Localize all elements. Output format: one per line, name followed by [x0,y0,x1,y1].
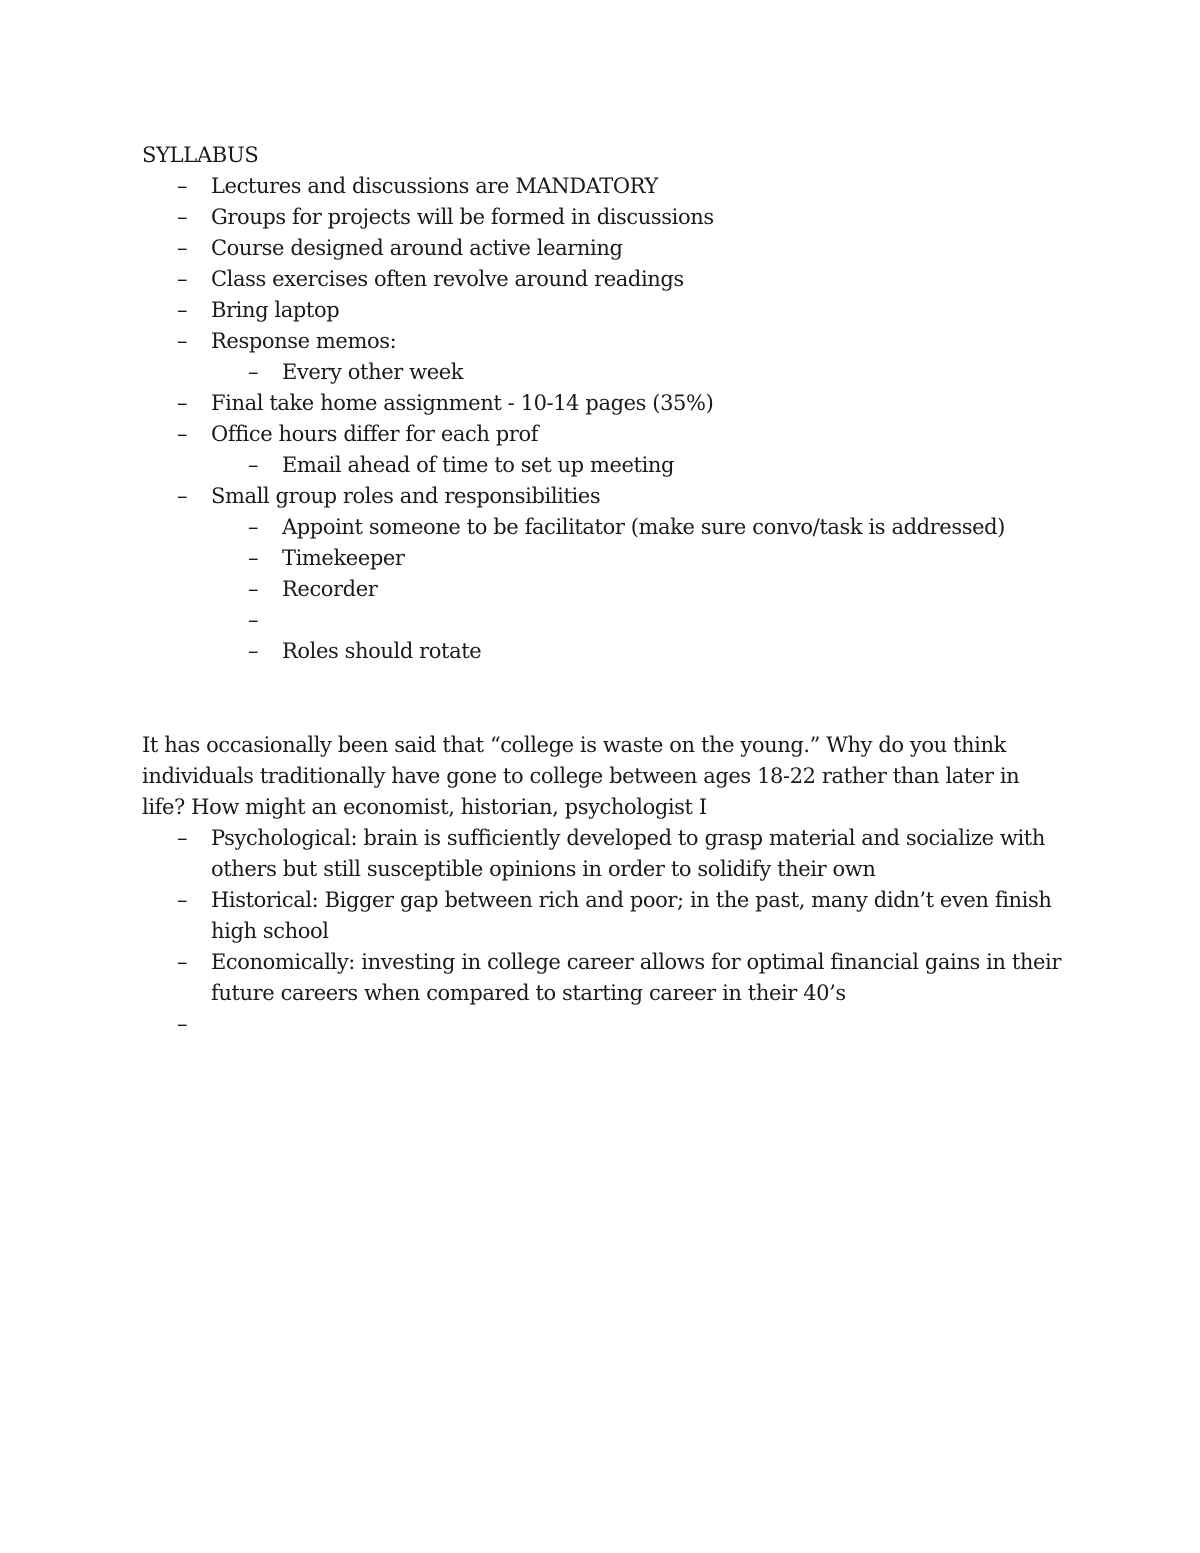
list-item-text: Roles should rotate [282,639,482,663]
list-item-nested [0,605,1082,636]
bullet-dash: – [177,950,188,974]
list-item-text: Recorder [282,577,378,601]
answers-list [0,823,1200,1040]
list-item-text: Appoint someone to be facilitator (make sure convo/task is addressed) [282,515,1005,539]
list-item [0,264,1071,295]
list-item-text: Small group roles and responsibilities [211,484,601,508]
list-item [0,419,1071,450]
list-item-nested [0,636,1082,667]
bullet-dash: – [248,515,259,539]
list-item-text: Final take home assignment - 10-14 pages (35%) [211,391,714,415]
bullet-dash: – [177,267,188,291]
bullet-dash: – [177,298,188,322]
bullet-dash: – [248,608,259,632]
list-item-text: Groups for projects will be formed in discussions [211,205,714,229]
list-item-text: Every other week [282,360,464,384]
list-item-nested [0,543,1082,574]
list-item-text: Response memos: [211,329,397,353]
list-item [0,1009,1071,1040]
list-item [0,823,1071,885]
bullet-dash: – [177,236,188,260]
bullet-dash: – [177,888,188,912]
list-item-text: Psychological: brain is sufficiently developed to grasp material and socialize with others but still susceptible opinions in order to solidify their own [211,826,1045,881]
bullet-dash: – [177,826,188,850]
bullet-dash: – [248,577,259,601]
list-item [0,388,1071,419]
list-item-nested [0,357,1082,388]
list-item-nested [0,574,1082,605]
list-item [0,947,1071,1009]
document-title: SYLLABUS [142,143,259,167]
list-item-text: Economically: investing in college career allows for optimal financial gains in their future careers when compared to starting career in their 40’s [211,950,1061,1005]
list-item-text: Course designed around active learning [211,236,623,260]
list-item [0,233,1071,264]
list-item [0,202,1071,233]
list-item-text: Office hours differ for each prof [211,422,539,446]
list-item-text: Email ahead of time to set up meeting [282,453,675,477]
bullet-dash: – [177,422,188,446]
bullet-dash: – [177,329,188,353]
list-item-nested [0,512,1082,543]
list-item [0,885,1071,947]
list-item-text: Lectures and discussions are MANDATORY [211,174,658,198]
bullet-dash: – [248,453,259,477]
question-paragraph: It has occasionally been said that “college is waste on the young.” Why do you think individuals traditionally have gone to college between ages 18-22 rather than later in life? How might an economist, historian, psychologist I [142,733,1020,819]
list-item-text: Historical: Bigger gap between rich and poor; in the past, many didn’t even finish high school [211,888,1052,943]
list-item [0,326,1071,357]
list-item-text: Class exercises often revolve around readings [211,267,684,291]
bullet-dash: – [177,174,188,198]
syllabus-list [0,171,1200,667]
bullet-dash: – [177,205,188,229]
bullet-dash: – [177,1012,188,1036]
bullet-dash: – [177,484,188,508]
bullet-dash: – [248,639,259,663]
list-item [0,481,1071,512]
list-item-text: Timekeeper [282,546,405,570]
list-item [0,295,1071,326]
bullet-dash: – [248,546,259,570]
list-item-text: Bring laptop [211,298,340,322]
bullet-dash: – [177,391,188,415]
list-item [0,171,1071,202]
bullet-dash: – [248,360,259,384]
list-item-nested [0,450,1082,481]
